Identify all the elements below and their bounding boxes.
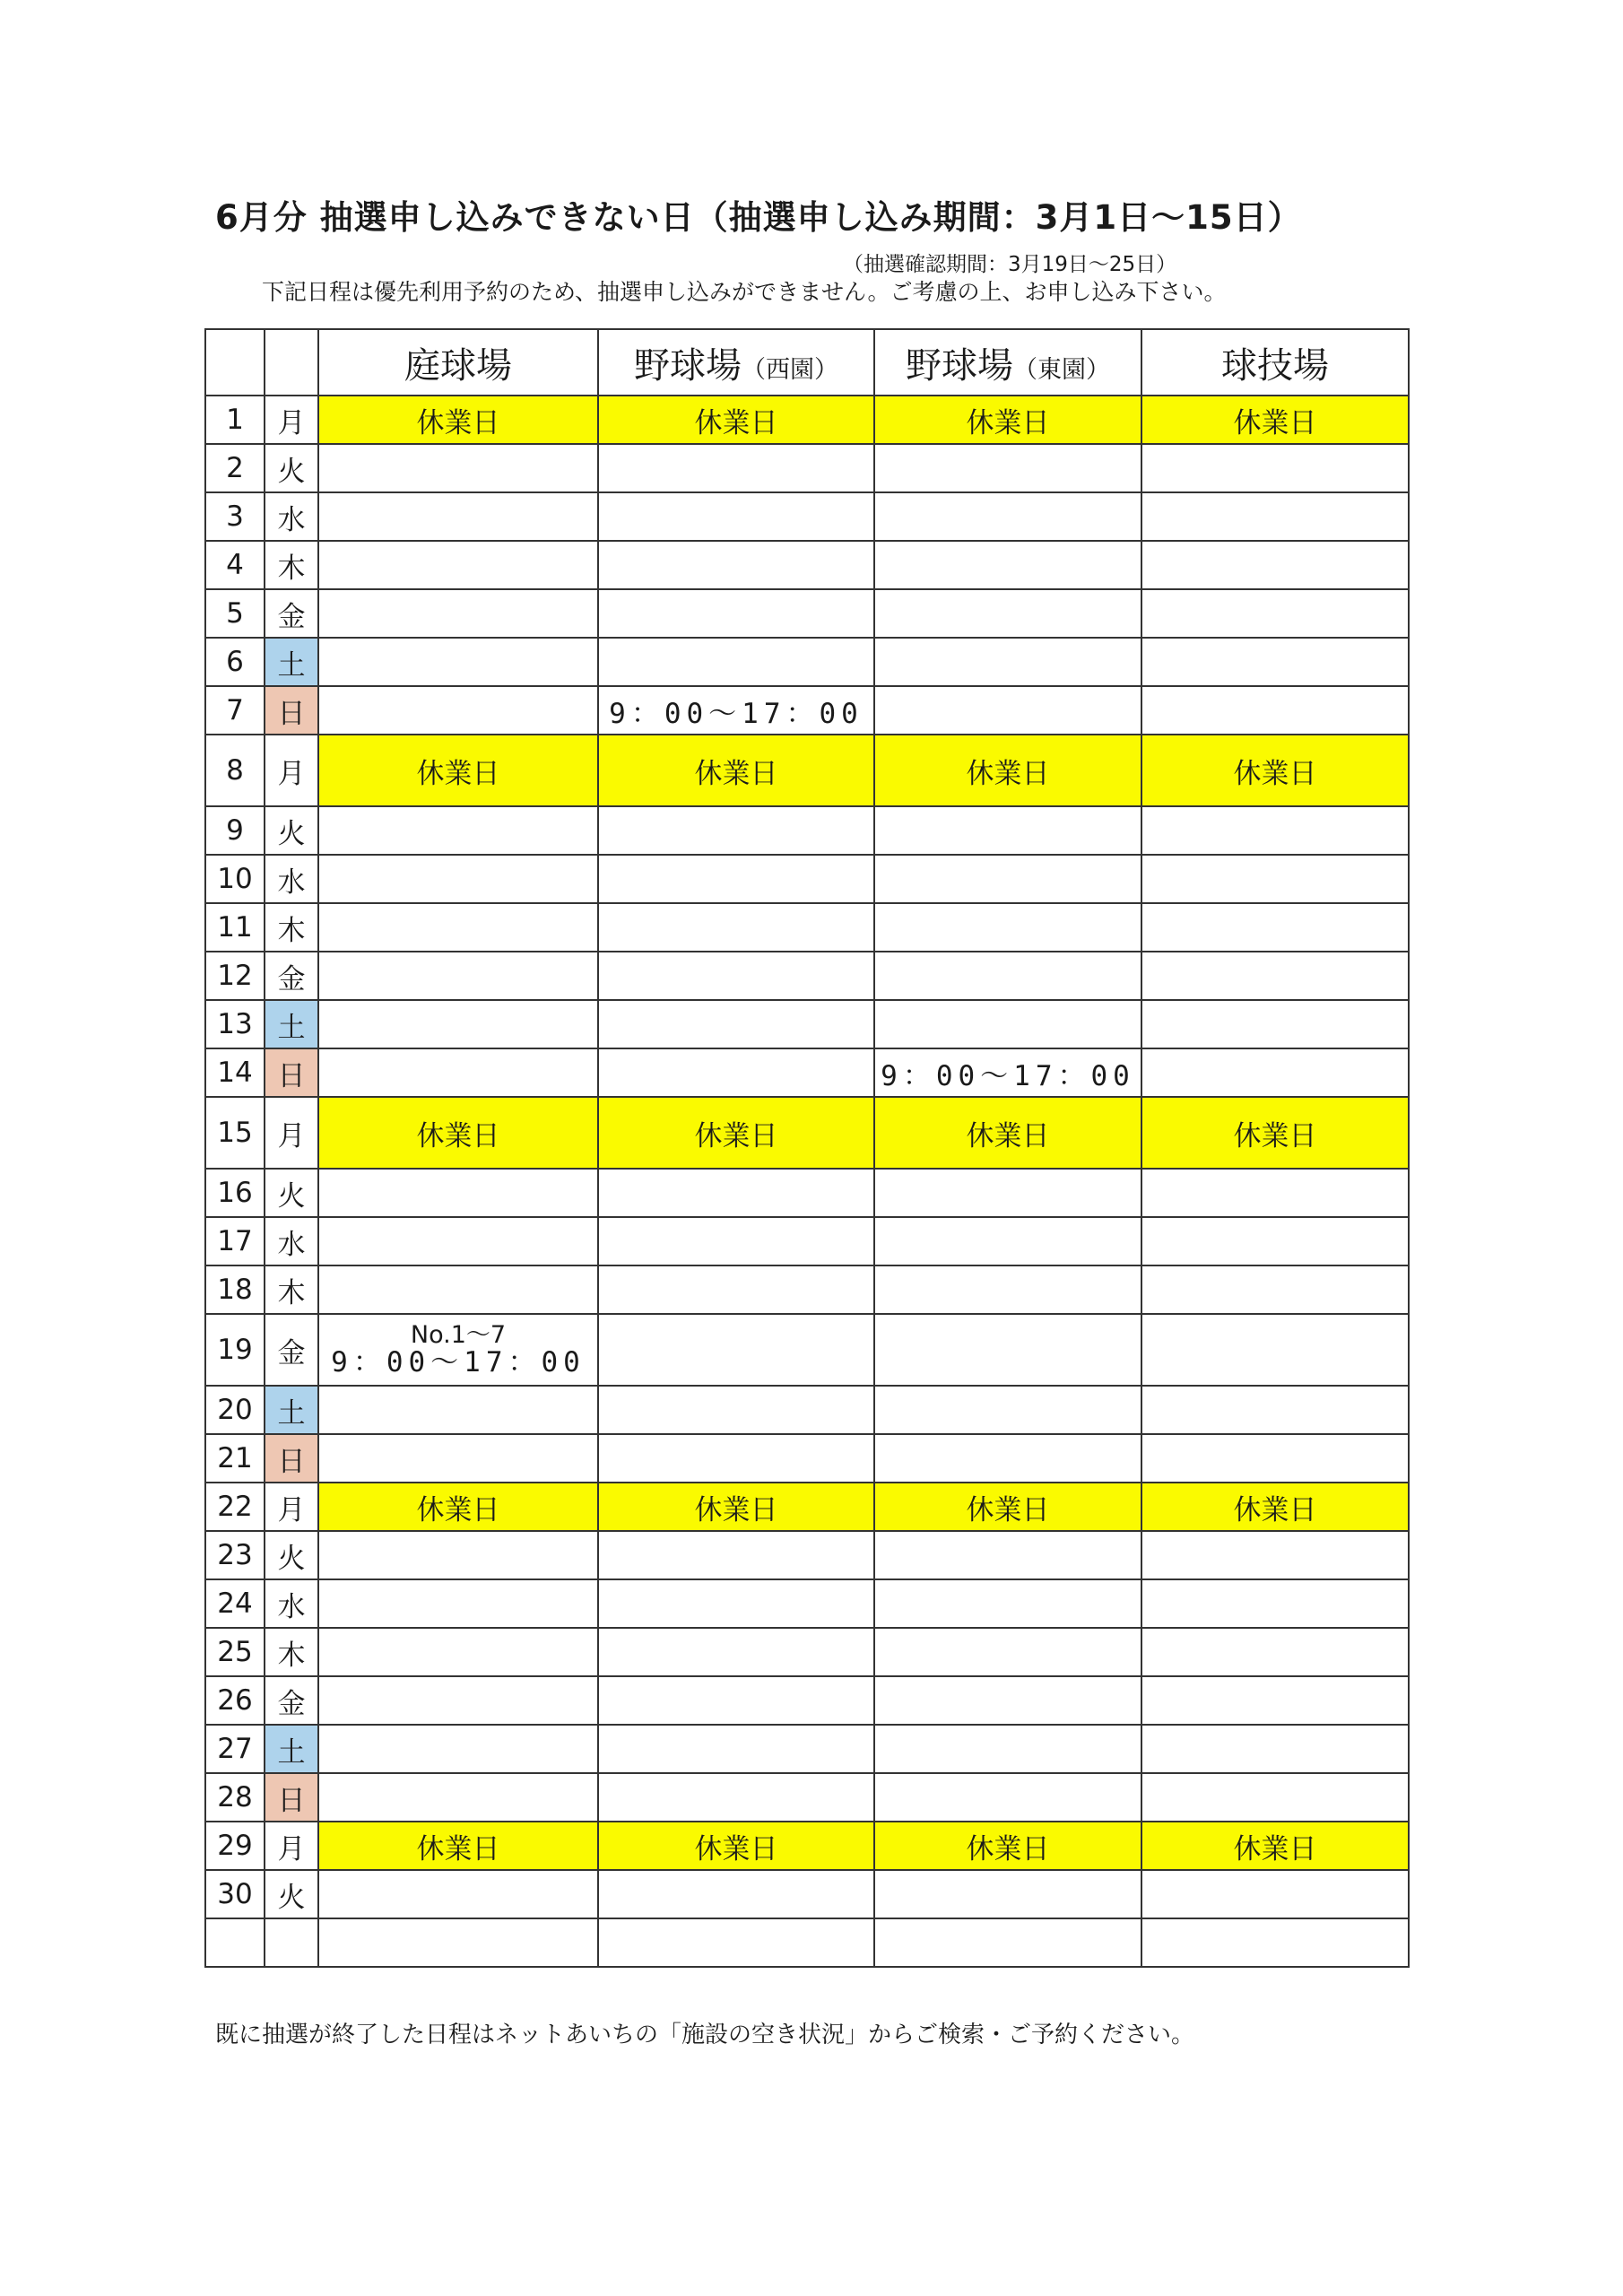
cell-ballgame — [1141, 1725, 1409, 1773]
cell-tennis — [318, 1773, 598, 1822]
cell-ballgame — [1141, 686, 1409, 735]
weekday-label: 金 — [265, 1314, 318, 1386]
day-number: 2 — [205, 444, 265, 492]
cell-baseball-west — [598, 1048, 874, 1097]
cell-tennis: 休業日 — [318, 1097, 598, 1169]
table-row — [205, 1000, 1409, 1048]
cell-tennis — [318, 1000, 598, 1048]
cell-tennis — [318, 806, 598, 855]
weekday-label: 木 — [265, 903, 318, 952]
cell-ballgame — [1141, 1314, 1409, 1386]
day-number: 28 — [205, 1773, 265, 1822]
cell-baseball-east — [874, 903, 1141, 952]
weekday-label: 土 — [265, 1000, 318, 1048]
weekday-label: 水 — [265, 492, 318, 541]
cell-baseball-west — [598, 589, 874, 638]
cell-ballgame: 休業日 — [1141, 396, 1409, 444]
weekday-label: 月 — [265, 1822, 318, 1870]
table-row — [205, 1217, 1409, 1265]
cell-ballgame: 休業日 — [1141, 1097, 1409, 1169]
cell-baseball-east: 9：00〜17：00 — [874, 1048, 1141, 1097]
description-text: 下記日程は優先利用予約のため、抽選申し込みができません。ご考慮の上、お申し込み下さい。 — [262, 279, 1227, 305]
cell-tennis — [318, 1870, 598, 1918]
cell-baseball-east — [874, 1676, 1141, 1725]
cell-baseball-east — [874, 1265, 1141, 1314]
weekday-label — [265, 1918, 318, 1967]
cell-baseball-east — [874, 589, 1141, 638]
cell-baseball-east — [874, 638, 1141, 686]
cell-ballgame: 休業日 — [1141, 1483, 1409, 1531]
day-number: 11 — [205, 903, 265, 952]
day-number: 19 — [205, 1314, 265, 1386]
cell-baseball-west — [598, 855, 874, 903]
cell-baseball-east: 休業日 — [874, 1483, 1141, 1531]
table-row — [205, 855, 1409, 903]
cell-ballgame: 休業日 — [1141, 1822, 1409, 1870]
cell-tennis — [318, 855, 598, 903]
cell-ballgame — [1141, 1386, 1409, 1434]
table-row — [205, 1676, 1409, 1725]
weekday-label: 月 — [265, 1483, 318, 1531]
cell-ballgame — [1141, 1265, 1409, 1314]
weekday-label: 火 — [265, 1169, 318, 1217]
day-number: 7 — [205, 686, 265, 735]
day-number: 9 — [205, 806, 265, 855]
cell-tennis — [318, 1918, 598, 1967]
table-row — [205, 589, 1409, 638]
cell-baseball-east — [874, 444, 1141, 492]
table-row — [205, 686, 1409, 735]
table-row — [205, 1531, 1409, 1579]
cell-baseball-east: 休業日 — [874, 735, 1141, 806]
cell-tennis: 休業日 — [318, 735, 598, 806]
cell-baseball-west — [598, 638, 874, 686]
confirm-period-note: （抽選確認期間：3月19日〜25日） — [843, 253, 1177, 276]
weekday-label: 土 — [265, 1386, 318, 1434]
weekday-label: 木 — [265, 541, 318, 589]
cell-tennis — [318, 903, 598, 952]
cell-tennis — [318, 1628, 598, 1676]
cell-baseball-east — [874, 1579, 1141, 1628]
cell-baseball-west — [598, 1628, 874, 1676]
cell-baseball-west — [598, 1531, 874, 1579]
table-row — [205, 1434, 1409, 1483]
cell-baseball-east — [874, 1773, 1141, 1822]
cell-tennis — [318, 1676, 598, 1725]
cell-tennis — [318, 1579, 598, 1628]
cell-tennis — [318, 1531, 598, 1579]
cell-baseball-east — [874, 806, 1141, 855]
cell-baseball-east — [874, 541, 1141, 589]
table-row — [205, 1822, 1409, 1870]
cell-baseball-west: 休業日 — [598, 1097, 874, 1169]
cell-baseball-east — [874, 1628, 1141, 1676]
cell-tennis — [318, 686, 598, 735]
cell-baseball-west — [598, 806, 874, 855]
day-number: 26 — [205, 1676, 265, 1725]
cell-tennis — [318, 638, 598, 686]
table-row — [205, 1725, 1409, 1773]
cell-ballgame — [1141, 638, 1409, 686]
day-number: 5 — [205, 589, 265, 638]
weekday-label: 日 — [265, 1434, 318, 1483]
table-row — [205, 1386, 1409, 1434]
day-number: 25 — [205, 1628, 265, 1676]
table-row — [205, 1918, 1409, 1967]
weekday-label: 木 — [265, 1265, 318, 1314]
table-row — [205, 1265, 1409, 1314]
cell-baseball-east — [874, 1918, 1141, 1967]
cell-baseball-west — [598, 1434, 874, 1483]
cell-ballgame: 休業日 — [1141, 735, 1409, 806]
weekday-label: 土 — [265, 1725, 318, 1773]
day-number: 13 — [205, 1000, 265, 1048]
weekday-label: 水 — [265, 1579, 318, 1628]
day-number: 3 — [205, 492, 265, 541]
cell-ballgame — [1141, 444, 1409, 492]
day-number: 1 — [205, 396, 265, 444]
table-row — [205, 806, 1409, 855]
cell-baseball-east — [874, 1531, 1141, 1579]
weekday-label: 日 — [265, 1048, 318, 1097]
cell-ballgame — [1141, 855, 1409, 903]
cell-ballgame — [1141, 903, 1409, 952]
cell-tennis — [318, 1048, 598, 1097]
cell-baseball-west — [598, 492, 874, 541]
cell-baseball-east — [874, 1000, 1141, 1048]
weekday-label: 水 — [265, 855, 318, 903]
cell-ballgame — [1141, 492, 1409, 541]
cell-baseball-west — [598, 1918, 874, 1967]
cell-tennis — [318, 492, 598, 541]
table-row — [205, 1773, 1409, 1822]
cell-ballgame — [1141, 1676, 1409, 1725]
weekday-label: 火 — [265, 444, 318, 492]
cell-baseball-east — [874, 1870, 1141, 1918]
cell-ballgame — [1141, 1048, 1409, 1097]
table-row — [205, 1097, 1409, 1169]
table-row — [205, 903, 1409, 952]
cell-ballgame — [1141, 541, 1409, 589]
cell-baseball-west — [598, 952, 874, 1000]
cell-ballgame — [1141, 1579, 1409, 1628]
cell-ballgame — [1141, 1773, 1409, 1822]
cell-baseball-west — [598, 1725, 874, 1773]
weekday-label: 火 — [265, 806, 318, 855]
cell-tennis — [318, 1265, 598, 1314]
table-row — [205, 638, 1409, 686]
day-number: 4 — [205, 541, 265, 589]
day-number: 20 — [205, 1386, 265, 1434]
schedule-table — [204, 328, 1410, 1968]
cell-baseball-east: 休業日 — [874, 1822, 1141, 1870]
cell-tennis — [318, 1169, 598, 1217]
weekday-label: 木 — [265, 1628, 318, 1676]
cell-tennis — [318, 1386, 598, 1434]
cell-ballgame — [1141, 589, 1409, 638]
cell-baseball-east — [874, 686, 1141, 735]
header-ballgame: 球技場 — [1141, 329, 1409, 396]
schedule-body — [205, 396, 1409, 1967]
cell-baseball-west — [598, 1386, 874, 1434]
cell-baseball-east — [874, 1725, 1141, 1773]
day-number: 15 — [205, 1097, 265, 1169]
time-range: 9：00〜17：00 — [331, 1345, 586, 1378]
cell-baseball-east — [874, 1386, 1141, 1434]
cell-baseball-east — [874, 492, 1141, 541]
cell-baseball-east — [874, 1314, 1141, 1386]
weekday-label: 月 — [265, 1097, 318, 1169]
cell-baseball-west: 9：00〜17：00 — [598, 686, 874, 735]
table-row — [205, 1314, 1409, 1386]
table-row — [205, 396, 1409, 444]
day-number: 6 — [205, 638, 265, 686]
table-row — [205, 735, 1409, 806]
cell-baseball-west: 休業日 — [598, 735, 874, 806]
cell-tennis: 休業日 — [318, 1822, 598, 1870]
cell-baseball-west — [598, 1676, 874, 1725]
table-row — [205, 1483, 1409, 1531]
cell-tennis — [318, 1217, 598, 1265]
header-weekday — [265, 329, 318, 396]
cell-tennis — [318, 589, 598, 638]
weekday-label: 日 — [265, 686, 318, 735]
page-title: 6月分 抽選申し込みできない日（抽選申し込み期間：3月1日〜15日） — [215, 198, 1302, 237]
table-row — [205, 541, 1409, 589]
day-number: 21 — [205, 1434, 265, 1483]
court-number-note: No.1〜7 — [410, 1320, 507, 1349]
day-number: 27 — [205, 1725, 265, 1773]
header-baseball-west: 野球場（西園） — [598, 329, 874, 396]
cell-baseball-west: 休業日 — [598, 1822, 874, 1870]
day-number: 10 — [205, 855, 265, 903]
cell-tennis — [318, 444, 598, 492]
table-row — [205, 1048, 1409, 1097]
cell-baseball-west — [598, 541, 874, 589]
cell-ballgame — [1141, 1870, 1409, 1918]
cell-ballgame — [1141, 1217, 1409, 1265]
weekday-label: 土 — [265, 638, 318, 686]
cell-baseball-west — [598, 1217, 874, 1265]
cell-baseball-west: 休業日 — [598, 396, 874, 444]
day-number: 18 — [205, 1265, 265, 1314]
cell-baseball-east — [874, 1169, 1141, 1217]
cell-ballgame — [1141, 1628, 1409, 1676]
table-row — [205, 1870, 1409, 1918]
cell-tennis: 休業日 — [318, 396, 598, 444]
header-tennis: 庭球場 — [318, 329, 598, 396]
cell-ballgame — [1141, 1000, 1409, 1048]
cell-ballgame — [1141, 1169, 1409, 1217]
table-row — [205, 1579, 1409, 1628]
cell-tennis — [318, 1434, 598, 1483]
day-number: 22 — [205, 1483, 265, 1531]
weekday-label: 月 — [265, 735, 318, 806]
day-number: 8 — [205, 735, 265, 806]
cell-baseball-east: 休業日 — [874, 1097, 1141, 1169]
cell-baseball-west — [598, 1579, 874, 1628]
cell-baseball-west: 休業日 — [598, 1483, 874, 1531]
table-row — [205, 1169, 1409, 1217]
cell-tennis — [318, 1314, 598, 1386]
day-number: 17 — [205, 1217, 265, 1265]
day-number: 12 — [205, 952, 265, 1000]
cell-baseball-west — [598, 444, 874, 492]
weekday-label: 火 — [265, 1531, 318, 1579]
weekday-label: 水 — [265, 1217, 318, 1265]
cell-baseball-east — [874, 1434, 1141, 1483]
weekday-label: 月 — [265, 396, 318, 444]
cell-ballgame — [1141, 1918, 1409, 1967]
day-number: 24 — [205, 1579, 265, 1628]
day-number: 14 — [205, 1048, 265, 1097]
cell-baseball-west — [598, 1265, 874, 1314]
cell-tennis: 休業日 — [318, 1483, 598, 1531]
cell-baseball-west — [598, 1314, 874, 1386]
table-row — [205, 952, 1409, 1000]
cell-tennis — [318, 541, 598, 589]
cell-baseball-east: 休業日 — [874, 396, 1141, 444]
day-number — [205, 1918, 265, 1967]
footer-note: 既に抽選が終了した日程はネットあいちの「施設の空き状況」からご検索・ご予約ください。 — [215, 2022, 1195, 2048]
day-number: 29 — [205, 1822, 265, 1870]
cell-baseball-east — [874, 1217, 1141, 1265]
cell-ballgame — [1141, 952, 1409, 1000]
weekday-label: 日 — [265, 1773, 318, 1822]
cell-baseball-east — [874, 855, 1141, 903]
cell-ballgame — [1141, 1531, 1409, 1579]
weekday-label: 火 — [265, 1870, 318, 1918]
cell-tennis — [318, 1725, 598, 1773]
table-row — [205, 1628, 1409, 1676]
header-baseball-east: 野球場（東園） — [874, 329, 1141, 396]
cell-baseball-east — [874, 952, 1141, 1000]
cell-baseball-west — [598, 1169, 874, 1217]
cell-ballgame — [1141, 806, 1409, 855]
cell-baseball-west — [598, 903, 874, 952]
cell-baseball-west — [598, 1773, 874, 1822]
day-number: 23 — [205, 1531, 265, 1579]
cell-baseball-west — [598, 1000, 874, 1048]
cell-baseball-west — [598, 1870, 874, 1918]
cell-tennis — [318, 952, 598, 1000]
weekday-label: 金 — [265, 1676, 318, 1725]
table-row — [205, 492, 1409, 541]
header-day — [205, 329, 265, 396]
header-row — [205, 329, 1409, 396]
cell-ballgame — [1141, 1434, 1409, 1483]
day-number: 30 — [205, 1870, 265, 1918]
day-number: 16 — [205, 1169, 265, 1217]
weekday-label: 金 — [265, 952, 318, 1000]
weekday-label: 金 — [265, 589, 318, 638]
table-row — [205, 444, 1409, 492]
